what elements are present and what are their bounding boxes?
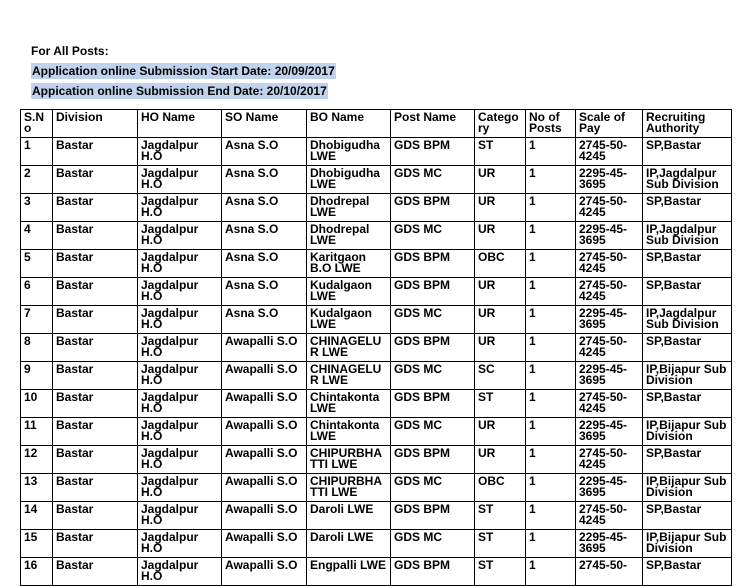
cell-no-of-posts: 1 <box>526 362 576 390</box>
cell-bo-name: CHIPURBHATTI LWE <box>307 474 391 502</box>
column-header-bo-name: BO Name <box>307 110 391 138</box>
cell-division: Bastar <box>53 138 138 166</box>
cell-bo-name: CHINAGELUR LWE <box>307 334 391 362</box>
cell-so-name: Asna S.O <box>222 278 307 306</box>
start-date-text: Application online Submission Start Date: 20/09/2017 <box>32 64 335 78</box>
table-row <box>21 194 732 222</box>
cell-so-name: Awapalli S.O <box>222 502 307 530</box>
cell-bo-name: CHINAGELUR LWE <box>307 362 391 390</box>
cell-no-of-posts: 1 <box>526 418 576 446</box>
cell-ho-name: Jagdalpur H.O <box>138 362 222 390</box>
cell-ho-name: Jagdalpur H.O <box>138 194 222 222</box>
cell-division: Bastar <box>53 250 138 278</box>
cell-so-name: Awapalli S.O <box>222 474 307 502</box>
start-date-line <box>31 64 336 78</box>
cell-ho-name: Jagdalpur H.O <box>138 222 222 250</box>
cell-division: Bastar <box>53 530 138 558</box>
cell-recruiting-authority: SP,Bastar <box>643 278 732 306</box>
cell-scale-of-pay: 2745-50-4245 <box>576 194 643 222</box>
cell-sno: 4 <box>21 222 53 250</box>
cell-sno: 12 <box>21 446 53 474</box>
cell-scale-of-pay: 2745-50-4245 <box>576 138 643 166</box>
cell-division: Bastar <box>53 278 138 306</box>
cell-ho-name: Jagdalpur H.O <box>138 474 222 502</box>
cell-ho-name: Jagdalpur H.O <box>138 138 222 166</box>
cell-post-name: GDS BPM <box>391 194 475 222</box>
cell-so-name: Asna S.O <box>222 306 307 334</box>
cell-sno: 7 <box>21 306 53 334</box>
cell-no-of-posts: 1 <box>526 474 576 502</box>
cell-no-of-posts: 1 <box>526 530 576 558</box>
cell-sno: 3 <box>21 194 53 222</box>
cell-ho-name: Jagdalpur H.O <box>138 278 222 306</box>
cell-scale-of-pay: 2745-50- <box>576 558 643 586</box>
cell-recruiting-authority: SP,Bastar <box>643 446 732 474</box>
cell-so-name: Awapalli S.O <box>222 334 307 362</box>
cell-no-of-posts: 1 <box>526 250 576 278</box>
cell-category: SC <box>475 362 526 390</box>
cell-post-name: GDS BPM <box>391 390 475 418</box>
table-row <box>21 418 732 446</box>
cell-sno: 14 <box>21 502 53 530</box>
cell-division: Bastar <box>53 334 138 362</box>
cell-category: UR <box>475 222 526 250</box>
cell-so-name: Asna S.O <box>222 166 307 194</box>
cell-post-name: GDS MC <box>391 222 475 250</box>
cell-no-of-posts: 1 <box>526 390 576 418</box>
cell-category: UR <box>475 166 526 194</box>
cell-bo-name: Chintakonta LWE <box>307 390 391 418</box>
end-date-line <box>31 84 328 98</box>
cell-category: UR <box>475 306 526 334</box>
cell-post-name: GDS BPM <box>391 558 475 586</box>
cell-category: UR <box>475 446 526 474</box>
cell-sno: 2 <box>21 166 53 194</box>
cell-category: ST <box>475 390 526 418</box>
cell-bo-name: Karitgaon B.O LWE <box>307 250 391 278</box>
cell-no-of-posts: 1 <box>526 334 576 362</box>
cell-category: ST <box>475 530 526 558</box>
cell-bo-name: Daroli LWE <box>307 502 391 530</box>
cell-post-name: GDS MC <box>391 530 475 558</box>
cell-bo-name: Engpalli LWE <box>307 558 391 586</box>
cell-ho-name: Jagdalpur H.O <box>138 558 222 586</box>
column-header-recruiting-authority: Recruiting Authority <box>643 110 732 138</box>
cell-no-of-posts: 1 <box>526 558 576 586</box>
cell-recruiting-authority: IP,Bijapur Sub Division <box>643 418 732 446</box>
cell-recruiting-authority: IP,Jagdalpur Sub Division <box>643 222 732 250</box>
table-row <box>21 474 732 502</box>
cell-bo-name: Dhodrepal LWE <box>307 194 391 222</box>
cell-so-name: Asna S.O <box>222 250 307 278</box>
cell-recruiting-authority: SP,Bastar <box>643 138 732 166</box>
cell-post-name: GDS MC <box>391 418 475 446</box>
end-date-text: Appication online Submission End Date: 20/10/2017 <box>32 84 327 98</box>
cell-sno: 16 <box>21 558 53 586</box>
cell-recruiting-authority: SP,Bastar <box>643 390 732 418</box>
cell-division: Bastar <box>53 558 138 586</box>
cell-sno: 1 <box>21 138 53 166</box>
cell-recruiting-authority: SP,Bastar <box>643 334 732 362</box>
cell-bo-name: Dhodrepal LWE <box>307 222 391 250</box>
cell-bo-name: CHIPURBHATTI LWE <box>307 446 391 474</box>
column-header-ho-name: HO Name <box>138 110 222 138</box>
cell-scale-of-pay: 2295-45-3695 <box>576 166 643 194</box>
cell-bo-name: Dhobigudha LWE <box>307 166 391 194</box>
cell-division: Bastar <box>53 502 138 530</box>
cell-so-name: Awapalli S.O <box>222 390 307 418</box>
cell-ho-name: Jagdalpur H.O <box>138 418 222 446</box>
cell-category: ST <box>475 138 526 166</box>
table-row <box>21 306 732 334</box>
cell-so-name: Asna S.O <box>222 194 307 222</box>
column-header-no-of-posts: No of Posts <box>526 110 576 138</box>
cell-scale-of-pay: 2295-45-3695 <box>576 474 643 502</box>
cell-recruiting-authority: IP,Jagdalpur Sub Division <box>643 306 732 334</box>
cell-division: Bastar <box>53 222 138 250</box>
column-header-division: Division <box>53 110 138 138</box>
cell-post-name: GDS MC <box>391 306 475 334</box>
cell-scale-of-pay: 2295-45-3695 <box>576 530 643 558</box>
cell-scale-of-pay: 2295-45-3695 <box>576 222 643 250</box>
cell-bo-name: Kudalgaon LWE <box>307 278 391 306</box>
cell-sno: 15 <box>21 530 53 558</box>
cell-ho-name: Jagdalpur H.O <box>138 334 222 362</box>
table-row <box>21 530 732 558</box>
cell-post-name: GDS MC <box>391 362 475 390</box>
table-row <box>21 362 732 390</box>
cell-sno: 10 <box>21 390 53 418</box>
table-row <box>21 278 732 306</box>
cell-recruiting-authority: IP,Bijapur Sub Division <box>643 530 732 558</box>
cell-division: Bastar <box>53 474 138 502</box>
cell-post-name: GDS BPM <box>391 334 475 362</box>
cell-recruiting-authority: SP,Bastar <box>643 194 732 222</box>
cell-category: UR <box>475 418 526 446</box>
cell-scale-of-pay: 2745-50-4245 <box>576 446 643 474</box>
cell-sno: 6 <box>21 278 53 306</box>
cell-category: OBC <box>475 250 526 278</box>
posts-table <box>20 109 732 586</box>
cell-division: Bastar <box>53 446 138 474</box>
cell-no-of-posts: 1 <box>526 166 576 194</box>
table-row <box>21 138 732 166</box>
column-header-so-name: SO Name <box>222 110 307 138</box>
cell-category: UR <box>475 194 526 222</box>
cell-scale-of-pay: 2295-45-3695 <box>576 362 643 390</box>
cell-scale-of-pay: 2295-45-3695 <box>576 418 643 446</box>
cell-so-name: Asna S.O <box>222 222 307 250</box>
cell-no-of-posts: 1 <box>526 278 576 306</box>
table-row <box>21 558 732 586</box>
cell-bo-name: Daroli LWE <box>307 530 391 558</box>
cell-post-name: GDS BPM <box>391 278 475 306</box>
cell-recruiting-authority: SP,Bastar <box>643 558 732 586</box>
cell-ho-name: Jagdalpur H.O <box>138 250 222 278</box>
cell-division: Bastar <box>53 390 138 418</box>
cell-bo-name: Chintakonta LWE <box>307 418 391 446</box>
cell-so-name: Awapalli S.O <box>222 530 307 558</box>
cell-no-of-posts: 1 <box>526 138 576 166</box>
cell-recruiting-authority: SP,Bastar <box>643 250 732 278</box>
cell-ho-name: Jagdalpur H.O <box>138 306 222 334</box>
column-header-category: Category <box>475 110 526 138</box>
cell-division: Bastar <box>53 194 138 222</box>
column-header-scale-of-pay: Scale of Pay <box>576 110 643 138</box>
cell-category: ST <box>475 502 526 530</box>
cell-so-name: Awapalli S.O <box>222 446 307 474</box>
cell-post-name: GDS BPM <box>391 138 475 166</box>
for-all-posts-label: For All Posts: <box>31 44 109 58</box>
table-row <box>21 250 732 278</box>
cell-scale-of-pay: 2745-50-4245 <box>576 502 643 530</box>
cell-scale-of-pay: 2745-50-4245 <box>576 250 643 278</box>
table-row <box>21 502 732 530</box>
cell-recruiting-authority: IP,Jagdalpur Sub Division <box>643 166 732 194</box>
table-row <box>21 446 732 474</box>
cell-ho-name: Jagdalpur H.O <box>138 390 222 418</box>
column-header-sno: S.No <box>21 110 53 138</box>
table-row <box>21 166 732 194</box>
cell-scale-of-pay: 2745-50-4245 <box>576 390 643 418</box>
cell-ho-name: Jagdalpur H.O <box>138 530 222 558</box>
cell-division: Bastar <box>53 166 138 194</box>
cell-post-name: GDS BPM <box>391 446 475 474</box>
cell-category: ST <box>475 558 526 586</box>
cell-ho-name: Jagdalpur H.O <box>138 446 222 474</box>
cell-recruiting-authority: IP,Bijapur Sub Division <box>643 362 732 390</box>
cell-no-of-posts: 1 <box>526 502 576 530</box>
cell-no-of-posts: 1 <box>526 446 576 474</box>
cell-category: UR <box>475 334 526 362</box>
cell-so-name: Asna S.O <box>222 138 307 166</box>
cell-post-name: GDS MC <box>391 166 475 194</box>
cell-bo-name: Kudalgaon LWE <box>307 306 391 334</box>
cell-so-name: Awapalli S.O <box>222 418 307 446</box>
cell-so-name: Awapalli S.O <box>222 362 307 390</box>
table-header-row <box>21 110 732 138</box>
cell-sno: 9 <box>21 362 53 390</box>
cell-scale-of-pay: 2745-50-4245 <box>576 334 643 362</box>
cell-post-name: GDS MC <box>391 474 475 502</box>
cell-post-name: GDS BPM <box>391 502 475 530</box>
table-row <box>21 222 732 250</box>
cell-scale-of-pay: 2295-45-3695 <box>576 306 643 334</box>
cell-sno: 5 <box>21 250 53 278</box>
cell-sno: 8 <box>21 334 53 362</box>
cell-category: OBC <box>475 474 526 502</box>
cell-no-of-posts: 1 <box>526 194 576 222</box>
cell-division: Bastar <box>53 362 138 390</box>
cell-post-name: GDS BPM <box>391 250 475 278</box>
table-row <box>21 390 732 418</box>
cell-bo-name: Dhobigudha LWE <box>307 138 391 166</box>
cell-no-of-posts: 1 <box>526 222 576 250</box>
cell-ho-name: Jagdalpur H.O <box>138 502 222 530</box>
cell-recruiting-authority: SP,Bastar <box>643 502 732 530</box>
cell-division: Bastar <box>53 306 138 334</box>
cell-category: UR <box>475 278 526 306</box>
cell-sno: 11 <box>21 418 53 446</box>
column-header-post-name: Post Name <box>391 110 475 138</box>
cell-so-name: Awapalli S.O <box>222 558 307 586</box>
cell-scale-of-pay: 2745-50-4245 <box>576 278 643 306</box>
cell-no-of-posts: 1 <box>526 306 576 334</box>
cell-sno: 13 <box>21 474 53 502</box>
cell-division: Bastar <box>53 418 138 446</box>
cell-ho-name: Jagdalpur H.O <box>138 166 222 194</box>
table-row <box>21 334 732 362</box>
cell-recruiting-authority: IP,Bijapur Sub Division <box>643 474 732 502</box>
